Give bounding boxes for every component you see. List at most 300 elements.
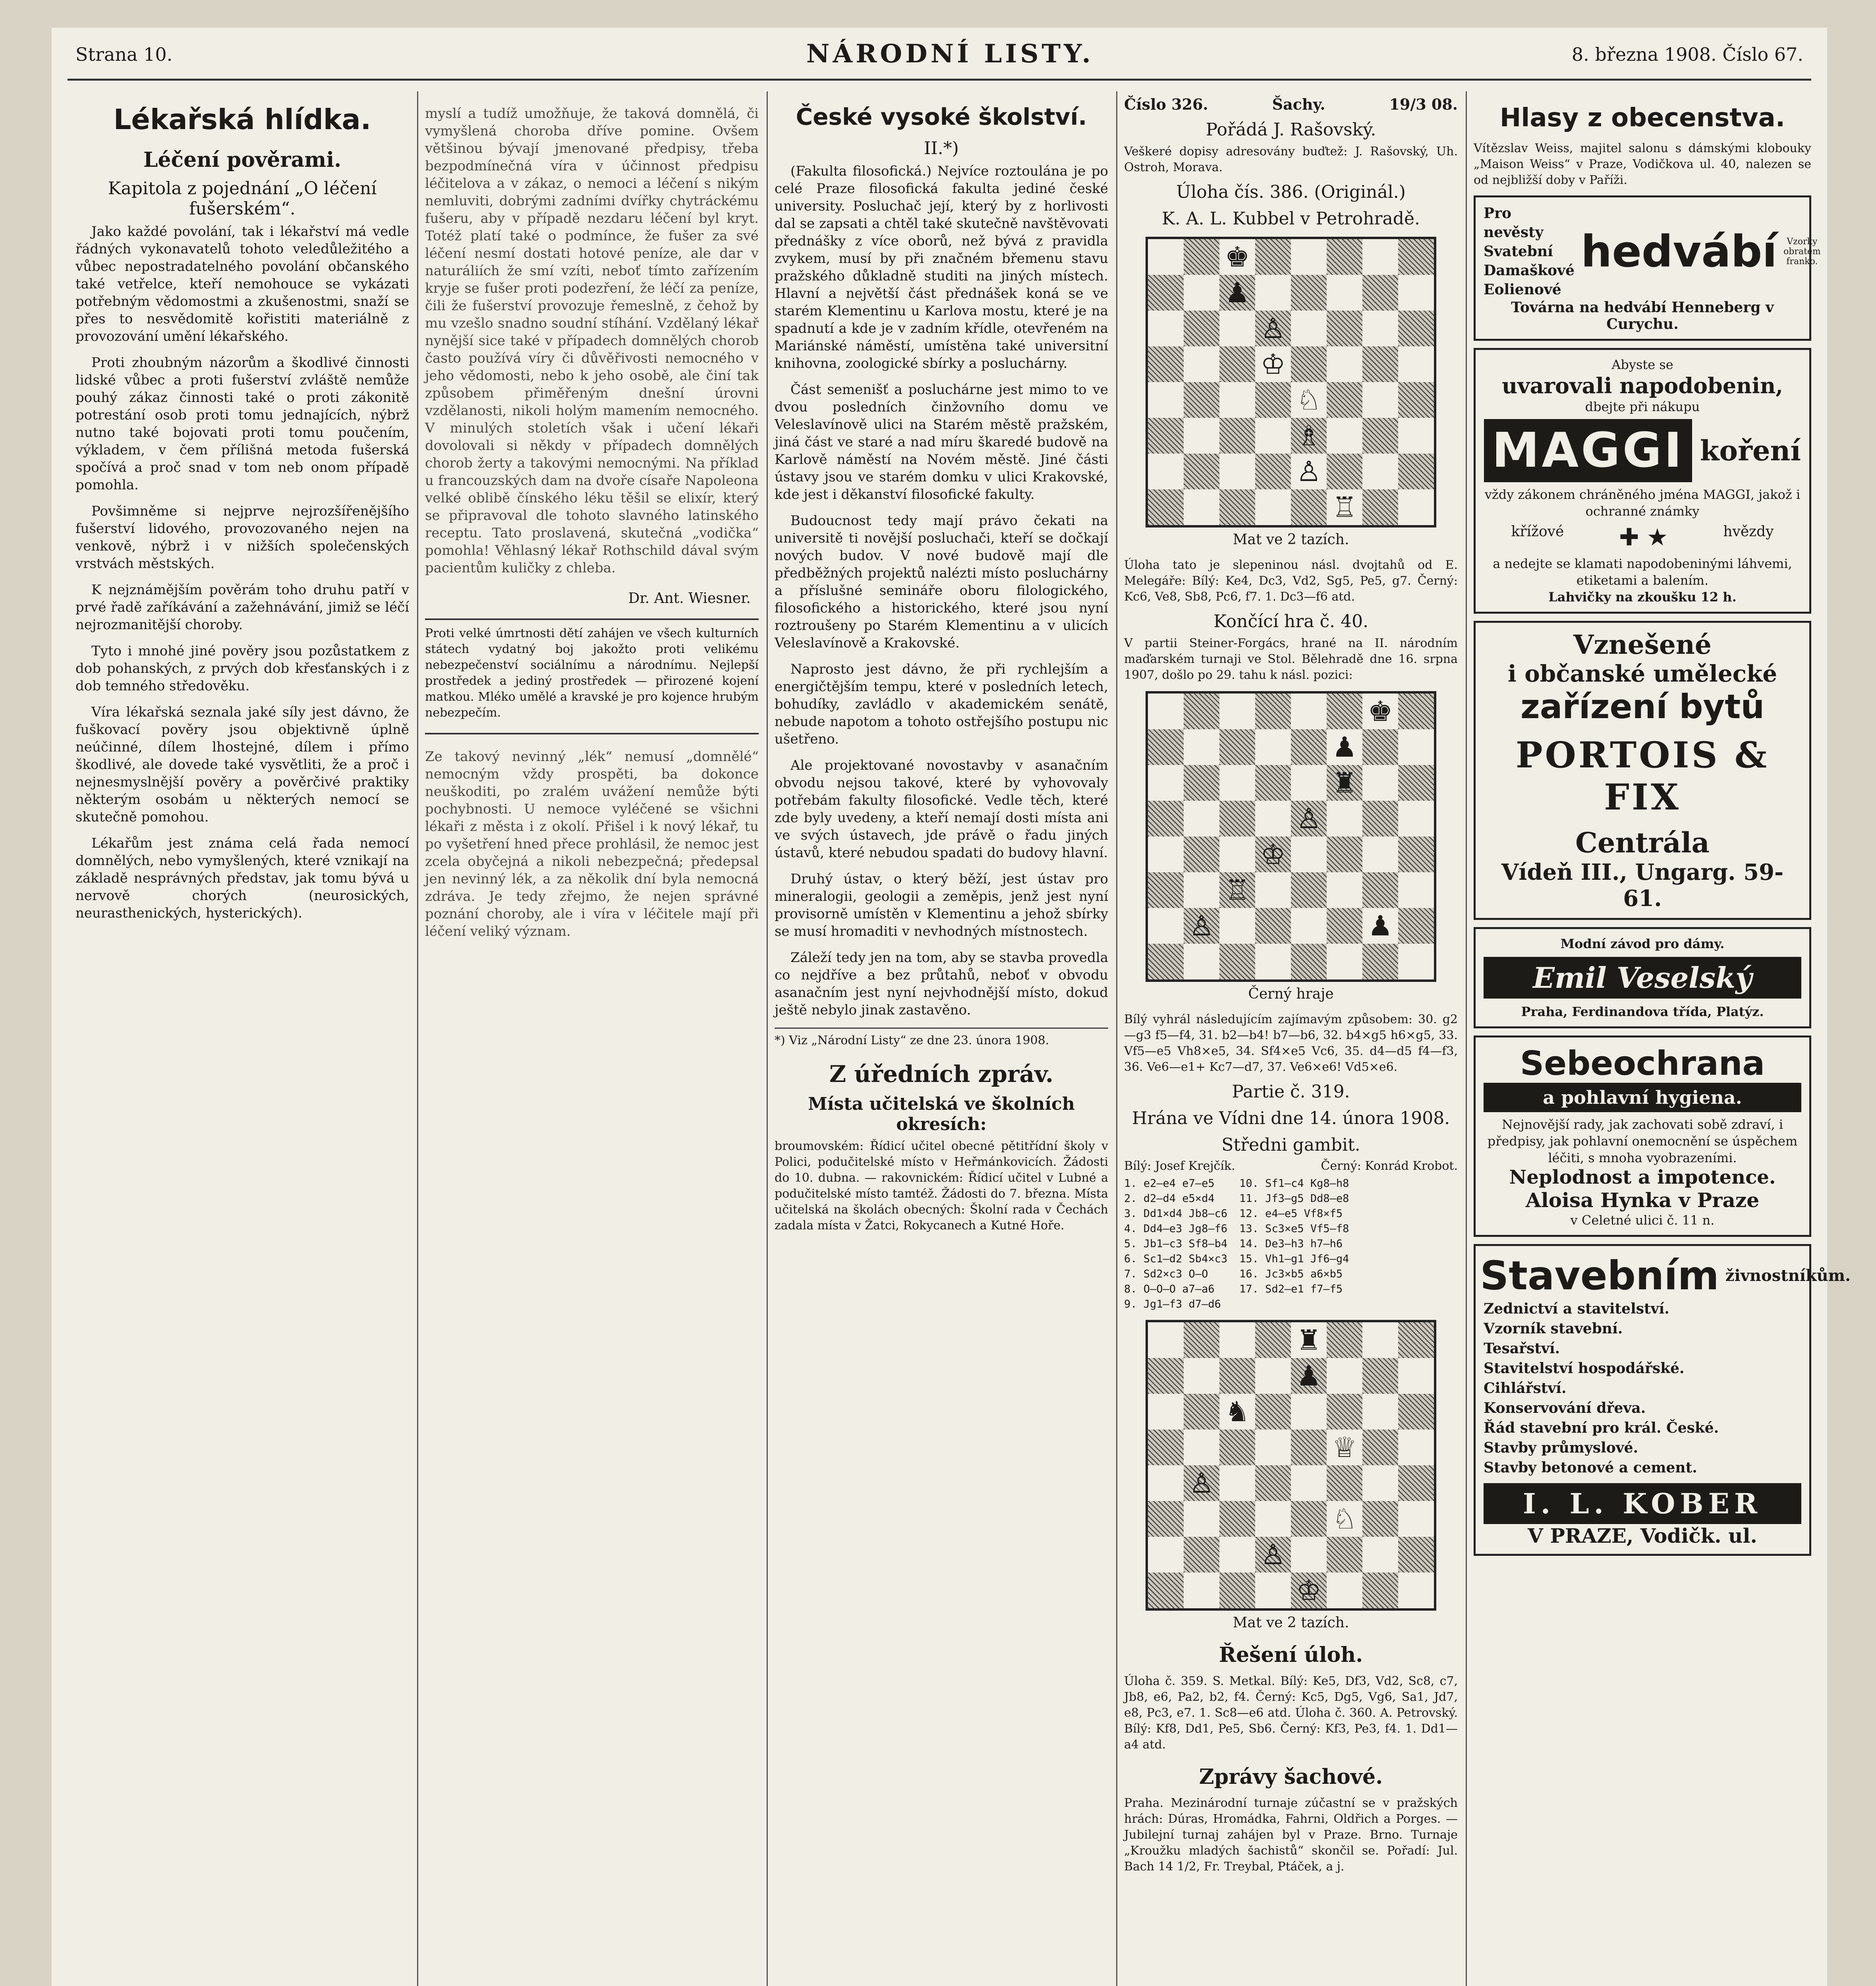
henneberg-footer: Továrna na hedvábí Henneberg v Curychu. [1511,299,1774,332]
maggi-logo: MAGGI [1484,419,1692,482]
column-rule [417,91,418,1986]
board-square [1255,1394,1291,1430]
board-square [1362,908,1398,944]
board-square [1219,801,1255,837]
public-voices-title: Hlasy z obecenstva. [1499,103,1785,133]
board-square [1219,1537,1255,1573]
board-square [1255,1358,1291,1394]
board-square [1291,346,1327,382]
board-square [1327,418,1362,454]
chess-news-title: Zprávy šachové. [1199,1765,1383,1789]
board-square [1184,1394,1219,1430]
moves-table [1124,1176,1458,1312]
board-square [1291,489,1327,525]
board-square [1219,382,1255,418]
chess-piece-icon: ♞ [1225,1395,1250,1428]
chess-news-text: Praha. Mezinárodní turnaje zúčastní se v pražských hrách: Dúras, Hromádka, Fahrni, Oldřich a Porges. — Jubilejní turnaj zahájen byl v Praze. Brno. Turnaje „Kroužku mladých šachistů“ skončil se. Pořadí: Jul. Bach 14 1/2, Fr. Treybal, Ptáček, a j. [1124,1796,1458,1874]
builders-side: živnostníkům. [1725,1266,1851,1285]
kober-address: V PRAZE, Vodičk. ul. [1528,1524,1757,1547]
board-square [1398,1322,1434,1358]
kober-name: I. L. KOBER [1484,1483,1801,1524]
board-square [1219,311,1255,346]
chess-piece-icon: ♙ [1260,1538,1286,1571]
board-square [1255,418,1291,454]
furnish-line1: Vznešené [1573,629,1712,660]
board-square [1398,944,1434,979]
solutions-title: Řešení úloh. [1219,1643,1363,1667]
ad-kober [1474,1244,1851,1556]
board-square [1219,1358,1255,1394]
board-square [1327,837,1362,872]
board-square [1255,239,1291,275]
board-square [1291,837,1327,872]
board-square [1291,1358,1327,1394]
board-square [1184,729,1219,765]
paragraph: Naprosto jest dávno, že při rychlejším a energičtějším tempu, které v posledních letech, bohudíky, zavládlo v akademickém senátě, nebude napotom a tohoto ostřejšího postupu nic ušetřeno. [775,661,1108,747]
board-square [1184,908,1219,944]
board-square [1148,765,1184,801]
board-square [1255,1537,1291,1573]
move-row: 14. De3—h3 h7—h6 [1239,1238,1343,1250]
board-square [1255,765,1291,801]
board-square [1362,1501,1398,1537]
paragraph: K nejznámějším pověrám toho druhu patří v prvé řadě zaříkávání a zažehnávání, jimiž se léčí nejrozmanitější choroby. [75,582,409,633]
board-square [1148,1358,1184,1394]
board-square [1327,489,1362,525]
maggi-spice: koření [1700,434,1801,467]
board-square [1327,1573,1362,1608]
board-square [1184,1430,1219,1465]
board-square [1184,382,1219,418]
board-square [1327,311,1362,346]
board-square [1398,801,1434,837]
book-item: Vzorník stavební. [1484,1320,1623,1337]
board-square [1398,346,1434,382]
solutions-text: Úloha č. 359. S. Metkal. Bílý: Ke5, Df3, Vd2, Sc8, c7, Jb8, e6, Pa2, b2, f4. Černý: Kc5, Dg5, Vg6, Sa1, Jd7, e8, Pc3, e7. 1. Sc8—e6 atd. Úloha č. 360. A. Petrovský. Bílý: Kf8, Dd1, Pe5, Sb6. Černý: Kf3, Pe3, f4. 1. Dd1—a4 atd. [1124,1674,1458,1752]
silk-samples: Vzorky obratem franko. [1783,236,1821,267]
board-square [1148,418,1184,454]
board-square [1255,1465,1291,1501]
silk-word: hedvábí [1581,226,1777,277]
board-square [1398,837,1434,872]
board-square [1291,908,1327,944]
board-square [1327,944,1362,979]
chess-piece-icon: ♚ [1368,695,1393,728]
board-square [1255,801,1291,837]
board-square [1219,1430,1255,1465]
board-square [1219,1322,1255,1358]
board-square [1398,1501,1434,1537]
chess-piece-icon: ♟ [1368,910,1393,942]
board-square [1327,694,1362,729]
article-body: Ze takový nevinný „lék“ nemusí „domnělé“ nemocným vždy prospěti, ba dokonce neuškoditi, po zralém uvážení nemůže býti pochybnosti. U nemoce vyléčené se všichni lékaři z města i z okolí. Přišel i k nový lékař, tu po vyšetření hned přece prohlásil, že nemoc jest zcela obyčejná a nikoli nebezpečná; předepsal jen nevinný lék, a za několik dní byla nemocná zdráva. Je tedy zřejmo, že nejen správné poznání choroby, ale i víra v léčitele mají při léčení veliký význam. [425,749,759,939]
move-row: 3. Dd1×d4 Jb8—c6 [1124,1207,1228,1220]
board-square [1327,1394,1362,1430]
board-square [1148,944,1184,979]
book-item: Stavby betonové a cement. [1484,1459,1697,1476]
board-square [1398,729,1434,765]
column-chess [1124,91,1458,1986]
board-square [1362,1322,1398,1358]
board-square [1148,908,1184,944]
date-issue: 8. března 1908. Číslo 67. [1571,44,1803,65]
board-square [1184,694,1219,729]
board-square [1291,454,1327,489]
board-square [1184,346,1219,382]
book-list [1484,1299,1801,1478]
board-square [1291,694,1327,729]
board-square [1291,801,1327,837]
chess-board [1146,1320,1436,1611]
chess-piece-icon: ♖ [1225,874,1250,906]
move-row: 16. Jc3×b5 a6×b5 [1239,1268,1343,1280]
chess-board [1146,691,1436,982]
board-square [1362,239,1398,275]
board-square [1184,1537,1219,1573]
moves-left [1124,1176,1227,1312]
board-square [1255,311,1291,346]
chess-piece-icon: ♙ [1296,802,1322,835]
self-protection-title: Sebeochrana [1520,1044,1765,1083]
chess-piece-icon: ♔ [1260,838,1286,871]
newspaper-page [52,28,1851,1986]
endgame-text: V partii Steiner-Forgács, hrané na II. národním maďarském turnaji ve Stol. Bělehradě dne 16. srpna 1907, došlo po 29. tahu k násl. pozici: [1124,636,1458,682]
book-item: Stavby průmyslové. [1484,1439,1638,1456]
board-square [1148,1501,1184,1537]
article-part: II.*) [924,138,959,158]
board-square [1184,1358,1219,1394]
board-square [1184,1501,1219,1537]
paragraph: (Fakulta filosofická.) Nejvíce roztoulána je po celé Praze filosofická fakulta jediné české university. Posluchač její, který by z horlivosti dal se zapsati a chtěl také skutečně navštěvovati přednášky z více oborů, než bývá z pravidla zvykem, musí by při značném břemenu stavu pražského důkladně studiti na jiných místech. Hlavní a největší část přednášek koná se ve starém Klementinu u Karlova mostu, které je na spadnutí a kde je v zadním křídle, otevřeném na Mariánské náměstí, umístěna také universitní knihovna, zoologické sbírky a posluchárny. [775,163,1108,371]
move-row: 5. Jb1—c3 Sf8—b4 [1124,1238,1228,1250]
board-square [1327,275,1362,311]
paragraph: Víra lékařská seznala jaké síly jest dávno, že fuškovací pověry jsou objektivně úplně neúčinné, dílem lhostejné, dílem i přímo škodlivé, ale dovede také vysvětliti, že a proč i nejnesmyslnější pověry a pověrčivé praktiky některým osobám u některých nemocí se skutečně pomohou. [75,704,409,825]
chess-piece-icon: ♔ [1260,348,1286,381]
board-square [1398,418,1434,454]
board-square [1184,837,1219,872]
book-item: Zednictví a stavitelství. [1484,1300,1669,1317]
board-square [1255,908,1291,944]
silk-type: Pro nevěsty [1484,205,1544,241]
board-square [1327,1537,1362,1573]
article-subtitle: Kapitola z pojednání „O léčení fušerském“. [108,178,377,219]
problem-note: Úloha tato je slepeninou násl. dvojtahů od E. Melegáře: Bílý: Ke4, Dc3, Vd2, Sg5, Pe5, g7. Černý: Kc6, Ve8, Sb8, Pc6, f7. 1. Dc3—f6 atd. [1124,558,1458,604]
book-item: Řád stavební pro král. České. [1484,1420,1719,1436]
ad-portois-fix [1474,621,1811,920]
footnote: *) Viz „Národní Listy“ ze dne 23. února 1908. [775,1028,1108,1049]
board-square [1291,275,1327,311]
chess-piece-icon: ♖ [1332,491,1357,524]
column-medical [75,91,409,1986]
partie-title: Partie č. 319. [1232,1082,1350,1102]
silk-type: Svatební [1484,243,1553,260]
veselsky-name: Emil Veselský [1484,957,1801,999]
board-square [1291,1322,1327,1358]
board-square [1184,489,1219,525]
paragraph: Ale projektované novostavby v asanačním obvodu nejsou takové, které by vyhovovaly potřebám fakulty filosofické. Vedle těch, které zde byly uvedeny, a kteří nemají dosti místa ani ve svých ústavech, jde právě o řadu jiných ústavů, které nebudou spadati do budovy hlavní. [775,757,1108,861]
chess-piece-icon: ♚ [1225,241,1250,273]
diagram-caption: Mat ve 2 tazích. [1233,1615,1349,1631]
board-square [1219,872,1255,908]
board-square [1148,1394,1184,1430]
header-rule [68,79,1811,81]
board-square [1398,1394,1434,1430]
board-square [1327,1358,1362,1394]
partie-opening: Středni gambit. [1221,1135,1360,1155]
diagram-caption: Černý hraje [1248,986,1334,1002]
board-square [1362,1465,1398,1501]
endgame-title: Končící hra č. 40. [1213,611,1369,632]
board-square [1398,872,1434,908]
players [1124,1159,1458,1173]
board-square [1327,801,1362,837]
book-item: Konservování dřeva. [1484,1400,1646,1416]
board-square [1291,311,1327,346]
move-row: 13. Sc3×e5 Vf5—f8 [1239,1223,1349,1235]
board-square [1184,454,1219,489]
endgame-solution: Bílý vyhrál následujícím zajímavým způsobem: 30. g2—g3 f5—f4, 31. b2—b4! b7—b6, 32. b4×g5 h6×g5, 33. Vf5—e5 Vh8×e5, 34. Sf4×e5 Vc6, 35. d4—d5 f4—f3, 36. Ve6—e1+ Kc7—d7, 37. Ve6×e6! Vd5×e6. [1124,1012,1458,1074]
chess-piece-icon: ♜ [1332,767,1357,799]
board-square [1255,382,1291,418]
board-square [1148,1322,1184,1358]
board-square [1398,1537,1434,1573]
maggi-desc: vždy zákonem chráněného jména MAGGI, jakož i ochranné známky [1484,487,1801,519]
board-square [1184,872,1219,908]
board-square [1219,694,1255,729]
board-square [1148,1430,1184,1465]
book-item: Tesařství. [1484,1340,1560,1357]
column-rule [1466,91,1467,1986]
board-square [1184,765,1219,801]
board-square [1255,1501,1291,1537]
board-square [1255,1322,1291,1358]
problem-title: Úloha čís. 386. (Originál.) [1176,182,1406,202]
ad-sebeochrana [1474,1036,1811,1237]
article-title: České vysoké školství. [796,103,1087,130]
moves-right [1239,1176,1349,1312]
furnish-line2: i občanské umělecké [1507,660,1777,687]
board-square [1255,944,1291,979]
board-square [1255,694,1291,729]
move-row: 6. Sc1—d2 Sb4×c3 [1124,1253,1228,1265]
paragraph: Část semenišť a posluchárne jest mimo to ve dvou posledních činžovního domu ve Veleslavínově ulici na Starém městě pražském, jiná část ve staré a nad míru škaredé budově na Karlově náměstí na Novém městě. Jiné části ústavy jsou ve starém domku v ulici Krakovské, kde jest i děkanství filosofické fakulty. [775,382,1108,502]
move-row: 11. Jf3—g5 Dd8—e8 [1239,1192,1349,1205]
masthead: NÁRODNÍ LISTY. [806,39,1094,69]
builders-word: Stavebním [1480,1252,1719,1299]
public-voices-text: Vítězslav Weiss, majitel salonu s dámskými klobouky „Maison Weiss“ v Praze, Vodičkova ul. 40, nalezen se od nejbližší doby v Paříži. [1474,141,1811,187]
board-square [1327,872,1362,908]
board-square [1398,454,1434,489]
board-square [1219,1501,1255,1537]
board-square [1362,694,1398,729]
board-square [1327,382,1362,418]
chess-header [1124,95,1458,113]
move-row: 7. Sd2×c3 O—O [1124,1268,1208,1280]
infant-mortality-box [425,618,759,734]
ad-henneberg [1474,195,1821,341]
chess-piece-icon: ♟ [1225,276,1250,309]
board-square [1184,801,1219,837]
board-square [1327,765,1362,801]
board-square [1362,489,1398,525]
board-square [1291,1465,1327,1501]
board-square [1362,418,1398,454]
paragraph: Tyto i mnohé jiné pověry jsou pozůstatkem z dob pohanských, z prvých dob křesťanských i z dob temného středověku. [75,643,409,694]
board-square [1327,1501,1362,1537]
board-square [1148,239,1184,275]
paragraph: Proti zhoubným názorům a škodlivé činnosti lidské vůbec a proti fušerství zvláště nemůže pouhý zákaz činnosti také o proti zákonitě potrestání osob proti tomu jednajících, nýbrž nutno také bojovati proti tomu poučením, výkladem, v čem přílišná metoda fušerská spočívá a proč snad v tom neb onom případě pomohla. [75,355,409,493]
board-square [1219,729,1255,765]
hynek-seller: Aloisa Hynka v Praze [1525,1188,1760,1212]
board-square [1291,1573,1327,1608]
board-square [1362,1394,1398,1430]
paragraph: Jako každé povolání, tak i lékařství má vedle řádných vykonavatelů tohoto veledůležitého a vůbec nepostradatelného povolání občanského také vetřelce, kteří nemohouce se vykázati potřebným vědomostmi a zkušenostmi, snaží se přes to nesvědomitě kořistiti materiálně z provozování umění lékařského. [75,224,409,344]
board-square [1291,382,1327,418]
board-square [1148,489,1184,525]
board-square [1148,1573,1184,1608]
chess-mail: Veškeré dopisy adresovány buďtež: J. Rašovský, Uh. Ostroh, Morava. [1124,145,1458,174]
board-square [1362,346,1398,382]
page-number: Strana 10. [75,44,173,65]
chess-piece-icon: ♜ [1296,1324,1322,1356]
board-square [1398,239,1434,275]
board-square [1148,837,1184,872]
board-square [1184,1465,1219,1501]
board-square [1255,454,1291,489]
maggi-line2: dbejte při nákupu [1585,399,1700,414]
diagram-caption: Mat ve 2 tazích. [1233,531,1349,548]
board-square [1184,239,1219,275]
chess-section: Šachy. [1272,95,1325,113]
board-square [1148,801,1184,837]
board-square [1219,489,1255,525]
board-square [1255,346,1291,382]
board-square [1398,908,1434,944]
move-row: 4. Dd4—e3 Jg8—f6 [1124,1223,1228,1235]
board-square [1219,239,1255,275]
board-square [1148,346,1184,382]
board-square [1398,1573,1434,1608]
board-square [1398,275,1434,311]
board-square [1255,837,1291,872]
column-education [775,91,1108,1986]
board-square [1362,382,1398,418]
move-row: 10. Sf1—c4 Kg8—h8 [1239,1177,1349,1190]
chess-board [1146,237,1436,527]
white-player: Bílý: Josef Krejčík. [1124,1159,1235,1173]
move-row: 9. Jg1—f3 d7—d6 [1124,1298,1221,1310]
board-square [1362,765,1398,801]
hynek-address: v Celetné ulici č. 11 n. [1570,1213,1715,1228]
column-ads [1474,91,1851,1986]
board-square [1327,239,1362,275]
chess-piece-icon: ♙ [1260,312,1286,345]
board-square [1398,311,1434,346]
board-square [1219,1394,1255,1430]
board-square [1327,729,1362,765]
board-square [1219,944,1255,979]
board-square [1362,275,1398,311]
self-protection-text: Nejnovější rady, jak zachovati sobě zdraví, i předpisy, jak pohlavní onemocnění se úspěchem léčiti, s mnoha vyobrazeními. [1487,1117,1798,1165]
article-body: myslí a tudíž umožňuje, že taková domnělá, či vymyšlená choroba dříve pomine. Ovšem většinou bývají jmenované předpisy, třeba bezpodmínečná víra v účinnost předpisu léčitelova a v zákaz, o nemoci a léčení s nikým nemluviti, dobrými zadními dvířky chytráckému fušeru, aby v případě nezdaru léčení byl kryt. Totéž platí také o podmínce, že fušer za své léčení nesmí dostati hotové peníze, ale dar v naturáliích že smí vzíti, neboť tímto zařízením kryje se fušer proti podezření, že léčí za peníze, čili že fušerství provozuje řemeslně, z čehož by mu vzešlo snadno soudní stíhání. Vzdělaný lékař nynější sice také v případech domnělých chorob často používá víry či důvěřivosti nemocného v jeho vědomosti, nebo k jeho osobě, ale činí tak způsobem přiměřeným dnešní úrovni vzdělanosti, nikoli holým mamením nemocného. V minulých stoletích však i učení lékaři dovolovali si někdy v případech domnělých chorob žerty a takovými nemocnými. Na příklad u francouzských dam na dvoře císaře Napoleona velké oblibě čínského léku těšil se elixír, který se připravoval dle tohoto slavného latinského receptu. Tato proslavená, skutečná „vodička“ pomohla! Věhlasný lékař Rothschild dával svým pacientům kuličky z chleba. [425,106,759,576]
partie-place: Hrána ve Vídni dne 14. února 1908. [1132,1108,1450,1128]
move-row: 15. Vh1—g1 Jf6—g4 [1239,1253,1349,1265]
board-square [1219,418,1255,454]
board-square [1148,311,1184,346]
centrala: Centrála [1575,826,1710,859]
official-news-text: broumovském: Řídicí učitel obecné pětitřídní školy v Polici, podučitelské místo v Heřmánkovicích. Žádosti do 10. dubna. — rakovnickém: Řídicí učitel v Lubné a podučitelské místo tamtéž. Žádosti do 7. března. Místa učitelská na školách obecných: Školní rada v Čechách zadala místa v Žatci, Rokycanech a Kutné Hoře. [775,1139,1108,1233]
cross-star-icon: ✚ ★ [1619,524,1668,551]
board-square [1362,729,1398,765]
section-title: Lékařská hlídka. [113,103,371,136]
black-player: Černý: Konrád Krobot. [1321,1159,1458,1173]
board-square [1398,694,1434,729]
column-medical-continued [425,91,759,1986]
article-title: Léčení pověrami. [143,148,342,172]
board-square [1291,1537,1327,1573]
board-square [1219,765,1255,801]
board-square [1362,311,1398,346]
board-square [1362,1358,1398,1394]
book-item: Stavitelství hospodářské. [1484,1360,1685,1377]
move-row: 2. d2—d4 e5×d4 [1124,1192,1215,1205]
board-square [1148,872,1184,908]
chess-piece-icon: ♟ [1296,1360,1322,1392]
board-square [1219,1465,1255,1501]
board-square [1362,1430,1398,1465]
chess-piece-icon: ♘ [1332,1503,1357,1535]
board-square [1398,382,1434,418]
board-square [1362,872,1398,908]
board-square [1255,872,1291,908]
paragraph: Budoucnost tedy mají právo čekati na universitě ti novější posluchači, kteří se dočkají nových budov. V nové budově mají dle předběžných projektů nalézti místo posluchárny a příslušné semináře oboru filologického, filosofického a historického, které jsou nyní roztroušeny po Starém Klementinu a v ulicích Veleslavínově a Krakovské. [775,513,1108,651]
author-signature: Dr. Ant. Wiesner. [628,590,751,607]
move-row: 1. e2—e4 e7—e5 [1124,1177,1215,1190]
board-square [1184,1322,1219,1358]
board-square [1327,454,1362,489]
official-news-subtitle: Místa učitelská ve školních okresích: [808,1094,1075,1134]
board-square [1291,944,1327,979]
maggi-text: a nedejte se klamati napodobeninými láhvemi, etiketami a balením. [1493,556,1792,588]
impotence-title: Neplodnost a impotence. [1509,1166,1776,1188]
chess-piece-icon: ♗ [1296,419,1322,452]
board-square [1291,418,1327,454]
board-square [1291,729,1327,765]
board-square [1291,872,1327,908]
portois-fix-logo: PORTOIS & FIX [1515,734,1770,818]
chess-piece-icon: ♟ [1332,731,1357,763]
move-row: 12. e4—e5 Vf8×f5 [1239,1207,1343,1220]
board-square [1148,694,1184,729]
fashion-top: Modní závod pro dámy. [1560,936,1725,951]
board-square [1219,346,1255,382]
board-square [1148,454,1184,489]
board-square [1362,454,1398,489]
maggi-note: Lahvičky na zkoušku 12 h. [1548,589,1737,605]
board-square [1255,729,1291,765]
board-square [1362,1537,1398,1573]
board-square [1255,489,1291,525]
paragraph: Záleží tedy jen na tom, aby se stavba provedla co nejdříve a bez průtahů, neboť v obvodu asanačním jest nyní nejvhodnější místo, dokud ještě nebylo jinak zastavěno. [775,950,1108,1018]
silk-type: Damaškové [1484,262,1575,279]
board-square [1398,1465,1434,1501]
chess-date: 19/3 08. [1389,95,1458,113]
board-square [1255,1430,1291,1465]
boxed-note: Proti velké úmrtnosti dětí zahájen ve všech kulturních státech vydatný boj jakožto proti velikému nebezpečenství sociálnímu a národnímu. Nejlepší prostředek a jediný prostředek — přirozené kojení matkou. Mléko umělé a kravské je pro kojence hrubým nebezpečím. [425,626,759,720]
chess-piece-icon: ♕ [1332,1431,1357,1464]
board-square [1148,729,1184,765]
board-square [1327,1465,1362,1501]
